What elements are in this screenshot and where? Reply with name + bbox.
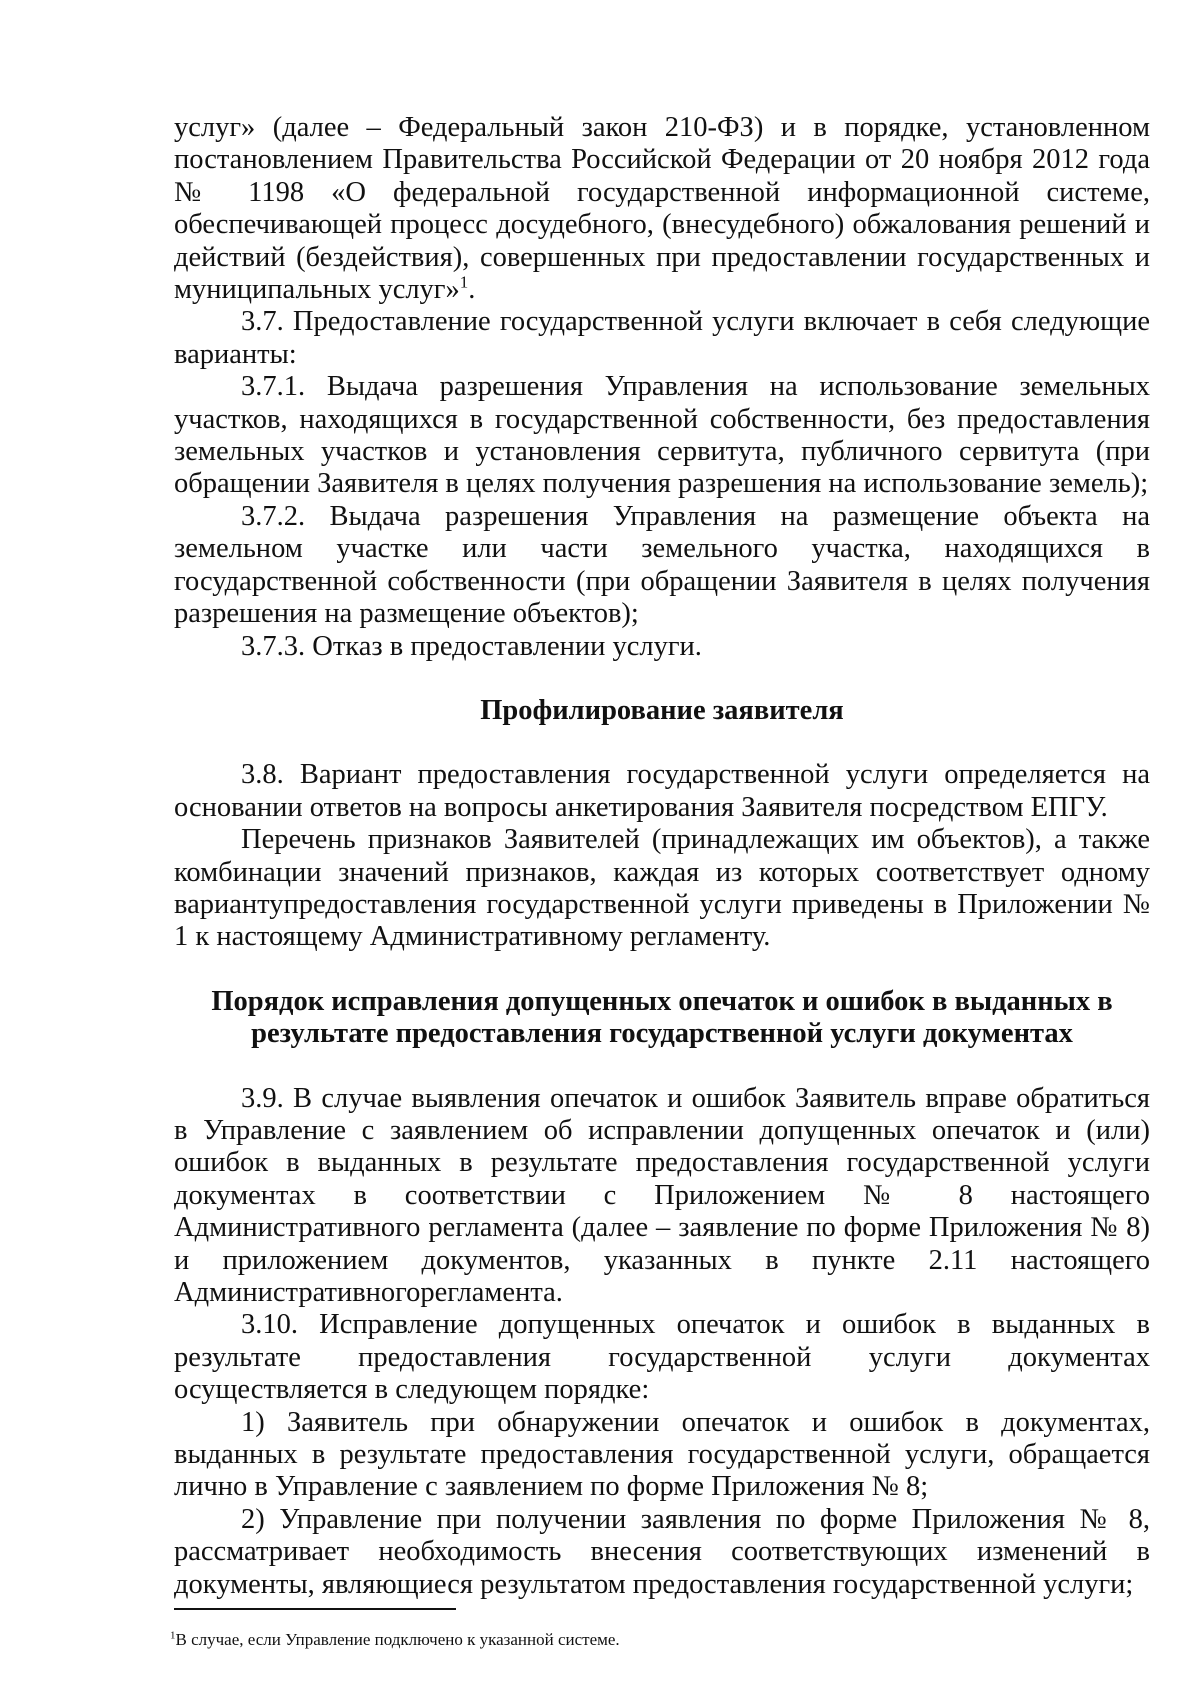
section-heading-corrections-line-2: результате предоставления государственной услуги документах — [251, 1018, 1073, 1050]
paragraph-3-10-item-1: 1) Заявитель при обнаружении опечаток и ошибок в документах, выданных в результате предоставления государственной услуги, обращается лично в Управление с заявлением по форме Приложения № 8; — [174, 1406, 1150, 1503]
footnote-text: В случае, если Управление подключено к указанной системе. — [175, 1630, 620, 1649]
paragraph-3-8: 3.8. Вариант предоставления государственной услуги определяется на основании ответов на вопросы анкетирования Заявителя посредством ЕПГУ. — [174, 759, 1150, 823]
paragraph-end: . — [468, 274, 476, 306]
spacer — [174, 954, 1150, 986]
spacer — [174, 1051, 1150, 1083]
paragraph-text: услуг» (далее – Федеральный закон 210-ФЗ) и в порядке, установленном постановлением Правительства Российской Федерации от 20 ноября 2012 года № 1198 «О федеральной государственной информационной системе, обеспечивающей процесс досудебного, (внесудебного) обжалования решений и действий (бездействия), совершенных при предоставлении государственных и муниципальных услуг» — [174, 112, 1150, 306]
section-heading-profiling: Профилирование заявителя — [480, 694, 844, 726]
section-heading-corrections-line-1: Порядок исправления допущенных опечаток и ошибок в выданных в — [211, 985, 1113, 1017]
paragraph-3-10-item-2: 2) Управление при получении заявления по форме Приложения № 8, рассматривает необходимость внесения соответствующих изменений в документы, являющиеся результатом предоставления государственной услуги; — [174, 1503, 1150, 1600]
paragraph-3-7-2: 3.7.2. Выдача разрешения Управления на размещение объекта на земельном участке или части земельного участка, находящихся в государственной собственности (при обращении Заявителя в целях получения разрешения на размещение объектов); — [174, 500, 1150, 630]
footnote — [170, 1630, 1150, 1650]
document-page — [174, 112, 1150, 1601]
spacer — [174, 727, 1150, 759]
footnote-mark: 1 — [170, 1629, 176, 1642]
paragraph-3-8-list: Перечень признаков Заявителей (принадлежащих им объектов), а также комбинации значений признаков, каждая из которых соответствует одному вариантупредоставления государственной услуги приведены в Приложении № 1 к настоящему Административному регламенту. — [174, 824, 1150, 953]
spacer — [174, 663, 1150, 695]
paragraph-3-9: 3.9. В случае выявления опечаток и ошибок Заявитель вправе обратиться в Управление с заявлением об исправлении допущенных опечаток и (или) ошибок в выданных в результате предоставления государственной услуги документах в соответствии с Приложением № 8 настоящего Административного регламента (далее – заявление по форме Приложения № 8) и приложением документов, указанных в пункте 2.11 настоящего Административногорегламента. — [174, 1082, 1150, 1308]
footnote-reference: 1 — [459, 272, 469, 292]
paragraph-3-7-1: 3.7.1. Выдача разрешения Управления на использование земельных участков, находящихся в государственной собственности, без предоставления земельных участков и установления сервитута, публичного сервитута (при обращении Заявителя в целях получения разрешения на использование земель); — [174, 371, 1150, 500]
footnote-divider — [174, 1608, 456, 1610]
paragraph-3-10: 3.10. Исправление допущенных опечаток и ошибок в выданных в результате предоставления государственной услуги документах осуществляется в следующем порядке: — [174, 1309, 1150, 1406]
paragraph-continuation — [174, 112, 1150, 306]
paragraph-3-7-3: 3.7.3. Отказ в предоставлении услуги. — [241, 630, 702, 662]
paragraph-3-7: 3.7. Предоставление государственной услуги включает в себя следующие варианты: — [174, 306, 1150, 370]
